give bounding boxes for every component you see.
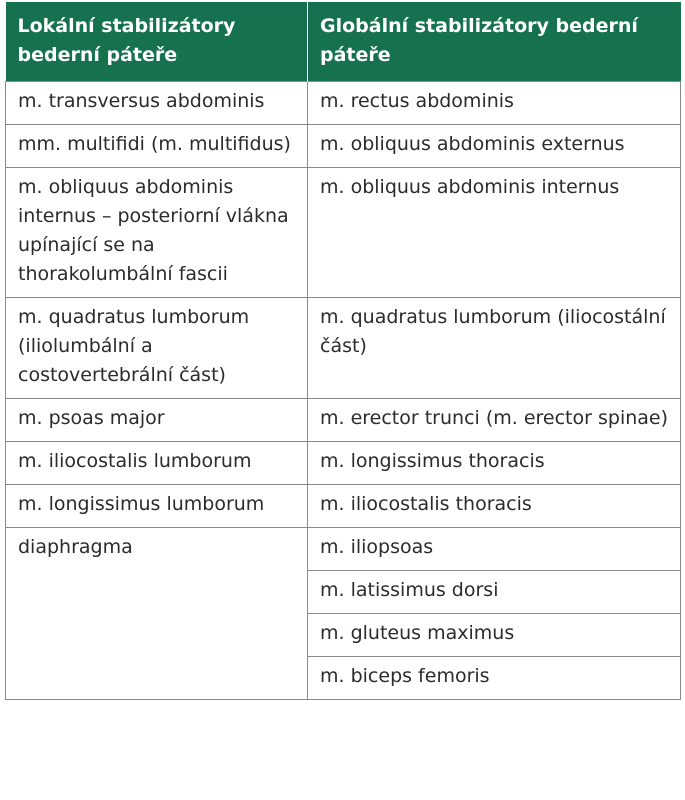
global-cell: m. longissimus thoracis [308,442,681,485]
stabilizers-table-container [5,2,680,700]
global-cell: m. obliquus abdominis internus [308,168,681,298]
global-cell: m. iliocostalis thoracis [308,485,681,528]
global-cell: m. quadratus lumborum (iliocostální část) [308,298,681,399]
local-cell: m. quadratus lumborum (iliolumbální a costovertebrální část) [6,298,308,399]
local-cell: m. iliocostalis lumborum [6,442,308,485]
global-cell: m. iliopsoas [308,528,681,571]
global-cell: m. rectus abdominis [308,82,681,125]
global-cell: m. biceps femoris [308,657,681,700]
local-cell: m. longissimus lumborum [6,485,308,528]
local-cell: m. transversus abdominis [6,82,308,125]
table-row [6,298,681,399]
local-cell-diaphragma: diaphragma [6,528,308,700]
global-cell: m. latissimus dorsi [308,571,681,614]
table-row [6,485,681,528]
local-cell: mm. multifidi (m. multifidus) [6,125,308,168]
table-row [6,168,681,298]
table-header-row [6,2,681,82]
global-cell: m. obliquus abdominis externus [308,125,681,168]
stabilizers-table [5,2,681,700]
header-local-stabilizers: Lokální stabilizátory bederní páteře [6,2,308,82]
table-row [6,125,681,168]
table-row [6,528,681,571]
header-global-stabilizers: Globální stabilizátory bederní páteře [308,2,681,82]
table-row [6,82,681,125]
table-row [6,442,681,485]
local-cell: m. obliquus abdominis internus – posteriorní vlákna upínající se na thorakolumbální fascii [6,168,308,298]
global-cell: m. gluteus maximus [308,614,681,657]
local-cell: m. psoas major [6,399,308,442]
table-row [6,399,681,442]
global-cell: m. erector trunci (m. erector spinae) [308,399,681,442]
